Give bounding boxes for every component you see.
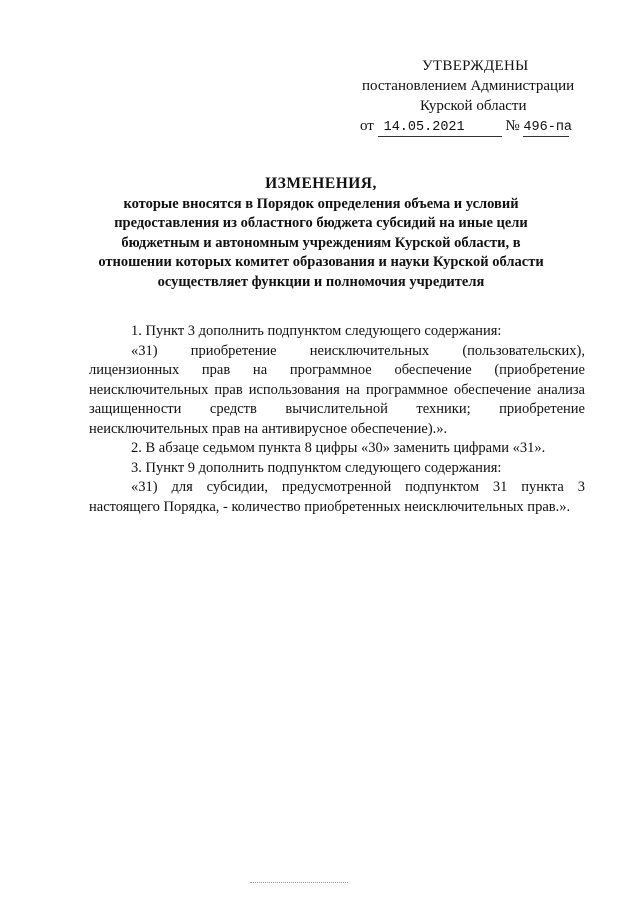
scan-artifact-line xyxy=(250,882,348,883)
resolution-date: 14.05.2021 xyxy=(378,120,502,137)
document-heading xyxy=(96,174,546,292)
heading-subtitle-line: отношении которых комитет образования и науки Курской области xyxy=(98,254,544,270)
from-label: от xyxy=(360,118,374,134)
body-paragraph: «31) приобретение неисключительных (пользовательских), лицензионных прав на программное обеспечение (приобретение неисключительных прав использования на программное обеспечение анализа защищенности средств вычислительной техники; приобретение неисключительных прав на антивирусное обеспечение).». xyxy=(89,342,585,437)
resolution-label: постановлением Администрации xyxy=(362,78,575,94)
heading-subtitle-line: бюджетным и автономным учреждениям Курской области, в xyxy=(121,234,521,251)
heading-subtitle-line: которые вносятся в Порядок определения объема и условий xyxy=(123,195,519,212)
heading-title: ИЗМЕНЕНИЯ, xyxy=(265,175,377,192)
body-paragraph: 3. Пункт 9 дополнить подпунктом следующего содержания: xyxy=(131,459,502,476)
resolution-number: 496-па xyxy=(523,120,573,135)
body-paragraph: «31) для субсидии, предусмотренной подпунктом 31 пункта 3 настоящего Порядка, - количество приобретенных неисключительных прав.». xyxy=(89,479,585,515)
number-sign: № xyxy=(505,118,520,134)
region-label: Курской области xyxy=(420,98,527,114)
approved-label: УТВЕРЖДЕНЫ xyxy=(422,58,529,74)
body-paragraph: 2. В абзаце седьмом пункта 8 цифры «30» заменить цифрами «31». xyxy=(131,440,546,456)
heading-subtitle-line: осуществляет функции и полномочия учредителя xyxy=(157,273,485,290)
heading-subtitle-line: предоставления из областного бюджета субсидий на иные цели xyxy=(114,215,528,231)
date-number-line xyxy=(340,116,590,137)
body-paragraph: 1. Пункт 3 дополнить подпунктом следующего содержания: xyxy=(131,323,502,339)
approval-stamp xyxy=(340,56,590,137)
document-body xyxy=(89,322,585,517)
